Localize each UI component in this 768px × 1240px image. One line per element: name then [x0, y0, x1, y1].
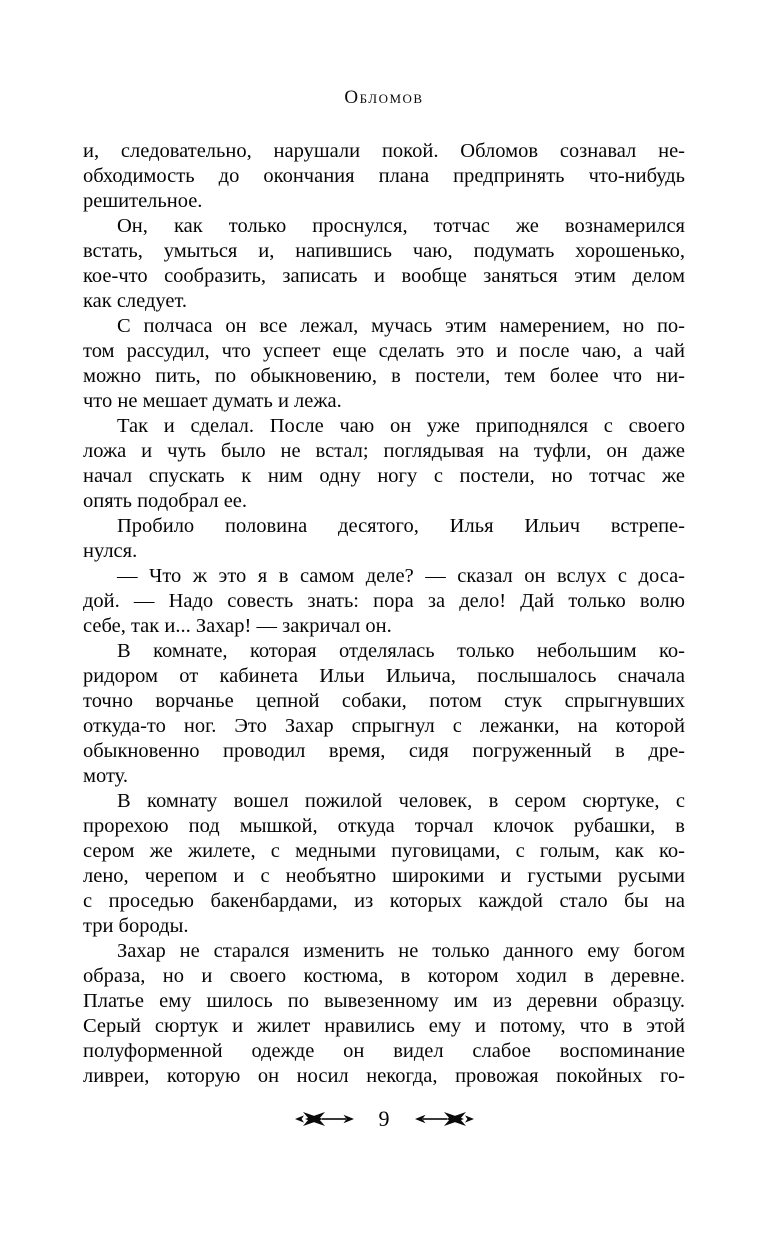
text-line: Он, как только проснулся, тотчас же вознамерился: [117, 215, 685, 237]
paragraph: [83, 414, 685, 514]
text-line: моту.: [83, 765, 128, 787]
text-line: В комнате, которая отделялась только небольшим ко-: [117, 640, 685, 662]
text-block: [83, 139, 685, 1089]
text-line: начал спускать к ним одну ногу с постели, но тотчас же: [83, 465, 685, 487]
text-line: обходимость до окончания плана предпринять что-нибудь: [83, 165, 685, 187]
paragraph: [83, 314, 685, 414]
text-line: С полчаса он все лежал, мучась этим намерением, но по-: [117, 315, 685, 337]
paragraph: [83, 214, 685, 314]
fleuron-left-icon: [295, 1110, 355, 1128]
text-line: ложа и чуть было не встал; поглядывая на туфли, он даже: [83, 440, 685, 462]
text-line: Так и сделал. После чаю он уже приподнялся с своего: [117, 415, 685, 437]
text-line: обыкновенно проводил время, сидя погруженный в дре-: [83, 740, 685, 762]
text-line: и, следовательно, нарушали покой. Обломов сознавал не-: [83, 140, 685, 162]
text-line: встать, умыться и, напившись чаю, подумать хорошенько,: [83, 240, 685, 262]
text-line: образа, но и своего костюма, в котором ходил в деревне.: [83, 965, 685, 987]
fleuron-right-icon: [414, 1110, 474, 1128]
text-line: что не мешает думать и лежа.: [83, 390, 342, 412]
text-line: прорехою под мышкой, откуда торчал клочок рубашки, в: [83, 815, 685, 837]
text-line: решительное.: [83, 190, 203, 212]
paragraph: [83, 789, 685, 939]
text-line: Захар не старался изменить не только данного ему богом: [117, 940, 685, 962]
text-line: полуформенной одежде он видел слабое воспоминание: [83, 1040, 685, 1062]
text-line: В комнату вошел пожилой человек, в сером сюртуке, с: [117, 790, 685, 812]
text-line: как следует.: [83, 290, 188, 312]
page-number: 9: [378, 1106, 390, 1131]
text-line: нулся.: [83, 540, 138, 562]
text-line: с проседью бакенбардами, из которых каждой стало бы на: [83, 890, 685, 912]
text-line: том рассудил, что успеет еще сделать это и после чаю, а чай: [83, 340, 685, 362]
text-line: — Что ж это я в самом деле? — сказал он вслух с доса-: [117, 565, 685, 587]
text-line: ридором от кабинета Ильи Ильича, послышалось сначала: [83, 665, 685, 687]
text-line: три бороды.: [83, 915, 189, 937]
text-line: откуда-то ног. Это Захар спрыгнул с лежанки, на которой: [83, 715, 685, 737]
text-line: ливреи, которую он носил некогда, провожая покойных го-: [83, 1065, 685, 1087]
text-line: опять подобрал ее.: [83, 490, 248, 512]
text-line: дой. — Надо совесть знать: пора за дело! Дай только волю: [83, 590, 685, 612]
paragraph: [83, 639, 685, 789]
paragraph: [83, 564, 685, 639]
text-line: лено, черепом и с необъятно широкими и густыми русыми: [83, 865, 685, 887]
running-header: Обломов: [344, 87, 424, 108]
text-line: Платье ему шилось по вывезенному им из деревни образцу.: [83, 990, 685, 1012]
text-line: Пробило половина десятого, Илья Ильич встрепе-: [117, 515, 685, 537]
text-line: можно пить, по обыкновению, в постели, тем более что ни-: [83, 365, 685, 387]
text-line: Серый сюртук и жилет нравились ему и потому, что в этой: [83, 1015, 685, 1037]
text-line: себе, так и... Захар! — закричал он.: [83, 615, 392, 637]
page-footer: [0, 1108, 768, 1130]
text-line: точно ворчанье цепной собаки, потом стук спрыгнувших: [83, 690, 685, 712]
text-line: сером же жилете, с медными пуговицами, с голым, как ко-: [83, 840, 685, 862]
paragraph: [83, 939, 685, 1089]
text-line: кое-что сообразить, записать и вообще заняться этим делом: [83, 265, 685, 287]
paragraph: [83, 139, 685, 214]
paragraph: [83, 514, 685, 564]
